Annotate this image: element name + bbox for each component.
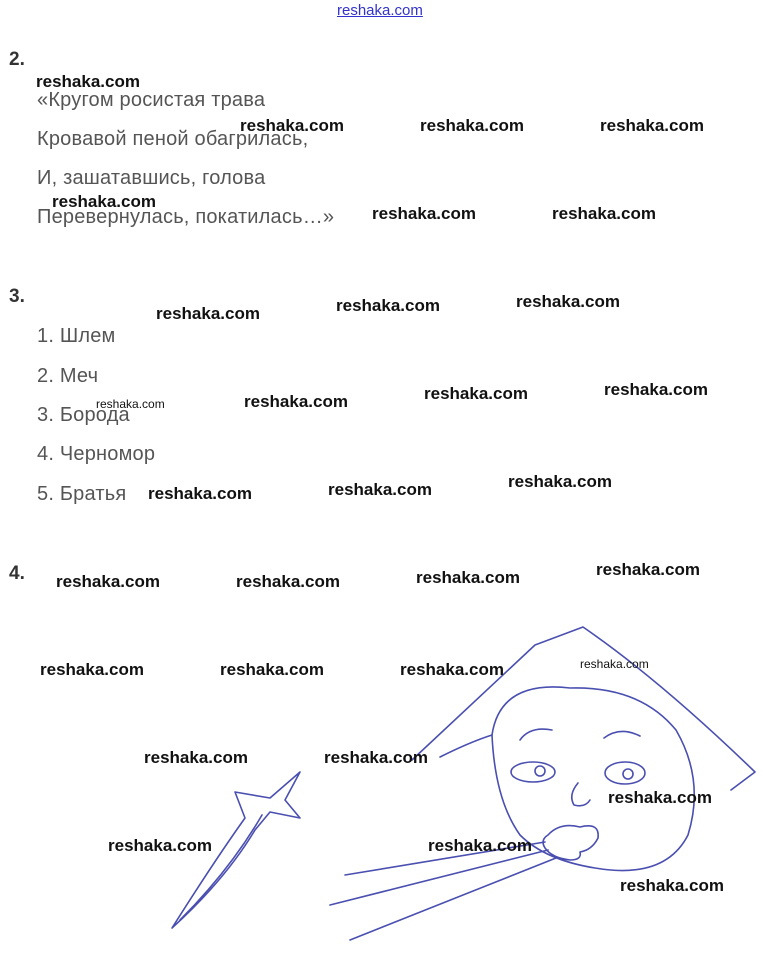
list-item-3: 3. Борода bbox=[37, 404, 130, 426]
nose-icon bbox=[572, 783, 590, 806]
watermark: reshaka.com bbox=[420, 116, 524, 135]
poem-line-2: Кровавой пеной обагрилась, bbox=[37, 128, 309, 150]
eye-right-icon bbox=[605, 762, 645, 784]
eye-left-icon bbox=[511, 762, 555, 782]
watermark: reshaka.com bbox=[608, 788, 712, 807]
watermark: reshaka.com bbox=[324, 748, 428, 767]
watermark: reshaka.com bbox=[416, 568, 520, 587]
list-item-1: 1. Шлем bbox=[37, 325, 116, 347]
watermark: reshaka.com bbox=[604, 380, 708, 399]
poem-line-1: «Кругом росистая трава bbox=[37, 89, 266, 111]
watermark: reshaka.com bbox=[580, 657, 649, 671]
watermark: reshaka.com bbox=[244, 392, 348, 411]
watermark: reshaka.com bbox=[52, 192, 156, 211]
watermark: reshaka.com bbox=[36, 72, 140, 91]
watermark: reshaka.com bbox=[96, 397, 165, 411]
eyebrow-right-icon bbox=[604, 731, 640, 738]
section-4-number: 4. bbox=[9, 563, 25, 584]
watermark: reshaka.com bbox=[336, 296, 440, 315]
watermark: reshaka.com bbox=[144, 748, 248, 767]
section-3-number: 3. bbox=[9, 286, 25, 307]
watermark: reshaka.com bbox=[600, 116, 704, 135]
list-item-4: 4. Черномор bbox=[37, 443, 156, 465]
poem-line-4: Перевернулась, покатилась…» bbox=[37, 206, 335, 228]
watermark: reshaka.com bbox=[508, 472, 612, 491]
list-item-5: 5. Братья bbox=[37, 483, 127, 505]
watermark: reshaka.com bbox=[400, 660, 504, 679]
watermark: reshaka.com bbox=[516, 292, 620, 311]
helmet-outline-icon bbox=[412, 627, 755, 790]
watermark: reshaka.com bbox=[552, 204, 656, 223]
watermark: reshaka.com bbox=[328, 480, 432, 499]
poem-line-3: И, зашатавшись, голова bbox=[37, 167, 266, 189]
watermark: reshaka.com bbox=[56, 572, 160, 591]
section-2-number: 2. bbox=[9, 49, 25, 70]
watermark: reshaka.com bbox=[156, 304, 260, 323]
eyebrow-left-icon bbox=[520, 729, 552, 740]
watermark: reshaka.com bbox=[236, 572, 340, 591]
watermark: reshaka.com bbox=[620, 876, 724, 895]
watermark: reshaka.com bbox=[428, 836, 532, 855]
watermark: reshaka.com bbox=[108, 836, 212, 855]
watermark: reshaka.com bbox=[40, 660, 144, 679]
list-item-2: 2. Меч bbox=[37, 365, 99, 387]
watermark: reshaka.com bbox=[372, 204, 476, 223]
watermark: reshaka.com bbox=[148, 484, 252, 503]
header-site-link[interactable]: reshaka.com bbox=[337, 2, 423, 19]
watermark: reshaka.com bbox=[240, 116, 344, 135]
watermark: reshaka.com bbox=[596, 560, 700, 579]
watermark: reshaka.com bbox=[424, 384, 528, 403]
watermark: reshaka.com bbox=[220, 660, 324, 679]
mouth-icon bbox=[543, 826, 598, 860]
